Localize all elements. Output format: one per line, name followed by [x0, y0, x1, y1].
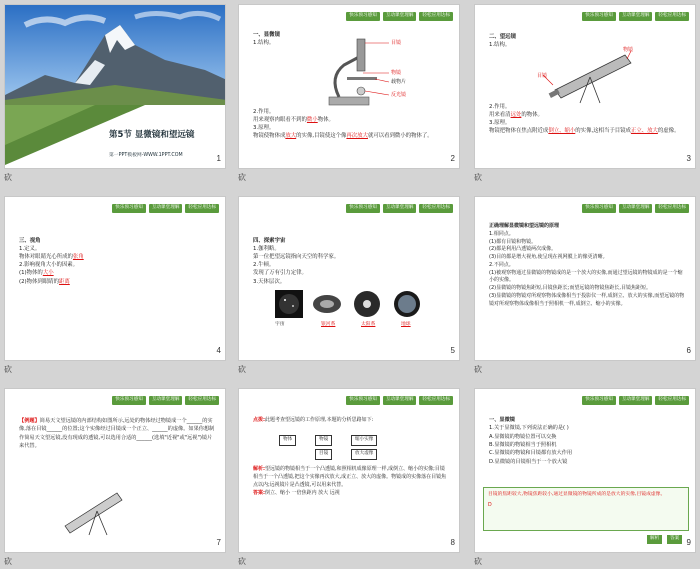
- cover-title: 第5节 显微镜和望远镜: [109, 130, 195, 140]
- flow-eyepiece: 目镜: [315, 449, 332, 460]
- slide-9-thumbnail[interactable]: [474, 388, 696, 553]
- tab-classroom[interactable]: 互动课堂理解: [383, 396, 417, 405]
- diff-label: 2.不同点。: [489, 261, 514, 268]
- tab-apply[interactable]: 轻松应用达标: [655, 204, 689, 213]
- section-title: 正确理解显微镜和望远镜的原理: [489, 223, 560, 229]
- question-text: 1.关于显微镜,下列说法正确的是( ): [489, 425, 569, 432]
- factor-2: (2)物体到眼睛的距离: [19, 278, 70, 285]
- label-eyepiece: 目镜: [537, 73, 548, 79]
- slide-4-thumbnail[interactable]: [4, 196, 226, 361]
- galileo-text: 第一位把望远镜指向天空的科学家。: [253, 254, 340, 261]
- slide-tabs: [346, 204, 453, 213]
- flow-objective: 物镜: [315, 435, 332, 446]
- tab-classroom[interactable]: 互动课堂理解: [619, 204, 653, 213]
- caption-earth: 地球: [401, 322, 411, 327]
- label-eyepiece: 目镜: [391, 40, 402, 46]
- slide-1-footer-icon[interactable]: 砍: [4, 173, 12, 182]
- same-2: (2)都是利用凸透镜两次成像。: [489, 246, 557, 253]
- tab-classroom[interactable]: 互动课堂理解: [149, 396, 183, 405]
- flow-object: 物体: [279, 435, 296, 446]
- slide-3-thumbnail[interactable]: [474, 4, 696, 169]
- option-a: A.显微镜的物镜位置可以交换: [489, 433, 557, 440]
- answer-button[interactable]: 答案: [667, 535, 682, 544]
- hint-text: 目镜的焦距较大,物镜焦距较小,通过显微镜的物镜所成的是放大的实像,目镜成虚像。: [488, 492, 666, 497]
- slide-number: 5: [450, 346, 455, 355]
- slide-2-thumbnail[interactable]: [238, 4, 460, 169]
- tab-preview[interactable]: 快乐预习感知: [346, 12, 380, 21]
- tab-classroom[interactable]: 互动课堂理解: [149, 204, 183, 213]
- tab-preview[interactable]: 快乐预习感知: [112, 204, 146, 213]
- diff-1: (1)被观察物通过显微镜的物镜成的是一个放大的实像,而通过望远镜的物镜成的是一个缩小的实像。: [489, 269, 683, 284]
- tab-preview[interactable]: 快乐预习感知: [582, 204, 616, 213]
- label-objective: 物镜: [623, 47, 634, 53]
- slide-tabs: [582, 204, 689, 213]
- slide-5-thumbnail[interactable]: [238, 196, 460, 361]
- label-mirror: 反光镜: [391, 92, 407, 98]
- section-heading: 四、探索宇宙: [253, 238, 286, 244]
- role-text: 用来观察肉眼看不到的微小物体。: [253, 117, 334, 124]
- option-c: C.显微镜的物镜和目镜都有放大作用: [489, 450, 573, 457]
- slide-number: 6: [686, 346, 691, 355]
- diff-2: (2)显微镜的物镜焦距短,目镜焦距长;而望远镜的物镜焦距长,目镜焦距短。: [489, 285, 651, 291]
- analysis-text: 解析:望远镜的物镜相当于一个凸透镜,和照相机成像原理一样,成倒立、缩小的实像;目镜相当于一个凸透镜,把这个实像再次放大,成正立、放大的虚像。物镜成的实像落在目镜焦点以内;远视镜片是凸透镜,可以用来代替。: [253, 466, 447, 488]
- telescope-diagram: [535, 45, 655, 105]
- tab-classroom[interactable]: 互动课堂理解: [383, 12, 417, 21]
- caption-solar-system: 太阳系: [361, 322, 376, 327]
- slide-7-thumbnail[interactable]: [4, 388, 226, 553]
- principle-label: 3.原理。: [489, 120, 511, 127]
- tab-preview[interactable]: 快乐预习感知: [582, 396, 616, 405]
- tab-apply[interactable]: 轻松应用达标: [419, 204, 453, 213]
- section-heading: 二、望远镜: [489, 34, 516, 40]
- slide-tabs: [582, 12, 689, 21]
- factors-label: 2.影响视角大小的因素。: [19, 262, 79, 269]
- slide-number: 8: [450, 538, 455, 547]
- answer-text: 答案:倒立、缩小 一倍焦距内 放大 远视: [253, 490, 340, 496]
- slide-7-footer-icon[interactable]: 砍: [4, 557, 12, 566]
- factor-1: (1)物体的大小: [19, 270, 54, 277]
- same-1: (1)都有目镜和物镜。: [489, 238, 537, 245]
- tab-classroom[interactable]: 互动课堂理解: [383, 204, 417, 213]
- slide-number: 4: [216, 346, 221, 355]
- same-label: 1.相同点。: [489, 230, 514, 237]
- cosmos-images: [275, 290, 425, 324]
- slide-number: 1: [216, 154, 221, 163]
- principle-label: 3.原理。: [253, 125, 275, 132]
- tab-apply[interactable]: 轻松应用达标: [655, 12, 689, 21]
- slide-9-footer-icon[interactable]: 砍: [474, 557, 482, 566]
- definition-label: 1.定义。: [19, 246, 41, 253]
- label-objective: 物镜: [391, 70, 402, 76]
- tab-preview[interactable]: 快乐预习感知: [582, 12, 616, 21]
- example-question: 【例题】简易天文望远镜的内部结构如图所示,远处的物体经过物镜成一个______的实像,落在目镜______的位置;这个实像经过目镜成一个正立、______的虚像。如果你想制作简易天文望远镜,没有现成的透镜,可以选用合适的______(选填"近视"或"远视")镜片来代替。: [19, 418, 215, 449]
- galileo-label: 1.伽利略。: [253, 246, 280, 253]
- slide-8-thumbnail[interactable]: [238, 388, 460, 553]
- option-b: B.显微镜的物镜相当于照相机: [489, 441, 557, 448]
- slide-8-footer-icon[interactable]: 砍: [238, 557, 246, 566]
- slide-2-footer-icon[interactable]: 砍: [238, 173, 246, 182]
- newton-text: 发现了万有引力定律。: [253, 270, 307, 277]
- slide-1-thumbnail[interactable]: [4, 4, 226, 169]
- caption-milky-way: 银河系: [321, 322, 336, 327]
- role-label: 2.作用。: [253, 109, 275, 115]
- structure-label: 1.结构。: [489, 42, 511, 49]
- section-heading: 一、显微镜: [253, 32, 280, 38]
- tab-apply[interactable]: 轻松应用达标: [419, 396, 453, 405]
- flow-virtual-image: 放大虚像: [351, 449, 377, 460]
- hint-box: [483, 487, 689, 531]
- tab-preview[interactable]: 快乐预习感知: [346, 204, 380, 213]
- analysis-button[interactable]: 解析: [647, 535, 662, 544]
- slide-5-footer-icon[interactable]: 砍: [238, 365, 246, 374]
- diff-3: (3)显微镜的物镜对所观察物体成像相当于投影仪一样,成倒立、放大的实像,而望远镜的物镜对所观察物体成像相当于照相机一样,成倒立、缩小的实像。: [489, 292, 685, 307]
- label-stage: 载物片: [391, 79, 407, 85]
- tab-classroom[interactable]: 互动课堂理解: [619, 396, 653, 405]
- tab-preview[interactable]: 快乐预习感知: [112, 396, 146, 405]
- caption-universe: 宇宙: [275, 322, 285, 327]
- section-heading: 三、视角: [19, 238, 41, 244]
- point-text: 点拨:此题考查望远镜的工作原理,本题的分析思路如下:: [253, 417, 374, 423]
- tab-apply[interactable]: 轻松应用达标: [419, 12, 453, 21]
- cover-subtitle: 第一PPT模板网-WWW.1PPT.COM: [109, 153, 183, 158]
- tab-apply[interactable]: 轻松应用达标: [185, 204, 219, 213]
- tab-classroom[interactable]: 互动课堂理解: [619, 12, 653, 21]
- structure-label: 1.结构。: [253, 40, 275, 47]
- galaxy-label: 3.天体层次。: [253, 278, 286, 285]
- role-label: 2.作用。: [489, 104, 511, 110]
- slide-3-footer-icon[interactable]: 砍: [474, 173, 482, 182]
- slide-number: 3: [686, 154, 691, 163]
- tab-apply[interactable]: 轻松应用达标: [655, 396, 689, 405]
- slide-6-thumbnail[interactable]: [474, 196, 696, 361]
- slide-number: 7: [216, 538, 221, 547]
- slide-number: 2: [450, 154, 455, 163]
- section-heading: 一、显微镜: [489, 417, 515, 423]
- slide-tabs: [112, 204, 219, 213]
- tab-preview[interactable]: 快乐预习感知: [346, 396, 380, 405]
- principle-text: 物镜使物体成放大的实像,目镜使这个像再次放大就可以看到微小的物体了。: [253, 133, 433, 140]
- slide-4-footer-icon[interactable]: 砍: [4, 365, 12, 374]
- slide-tabs: [346, 12, 453, 21]
- principle-text: 物镜把物体在焦点附近成倒立、缩小的实像,这相当于目镜成正立、放大的虚像。: [489, 128, 680, 135]
- flow-real-image: 缩小实像: [351, 435, 377, 446]
- role-text: 用来看清远处的物体。: [489, 112, 543, 119]
- hint-answer: D: [488, 503, 492, 509]
- telescope-illustration: [55, 481, 135, 536]
- tab-apply[interactable]: 轻松应用达标: [185, 396, 219, 405]
- slide-number: 9: [686, 538, 691, 547]
- slide-tabs: [346, 396, 453, 405]
- slide-tabs: [582, 396, 689, 405]
- mountain-cover-image: [5, 5, 226, 169]
- flow-diagram: [279, 431, 429, 461]
- slide-6-footer-icon[interactable]: 砍: [474, 365, 482, 374]
- slide-tabs: [112, 396, 219, 405]
- option-d: D.显微镜的目镜相当于一个放大镜: [489, 458, 568, 465]
- definition-text: 物体对眼睛光心所成的张角: [19, 254, 84, 261]
- newton-label: 2.牛顿。: [253, 262, 275, 269]
- same-3: (3)目的都是增大视角,使呈现在视网膜上的像更清晰。: [489, 254, 608, 260]
